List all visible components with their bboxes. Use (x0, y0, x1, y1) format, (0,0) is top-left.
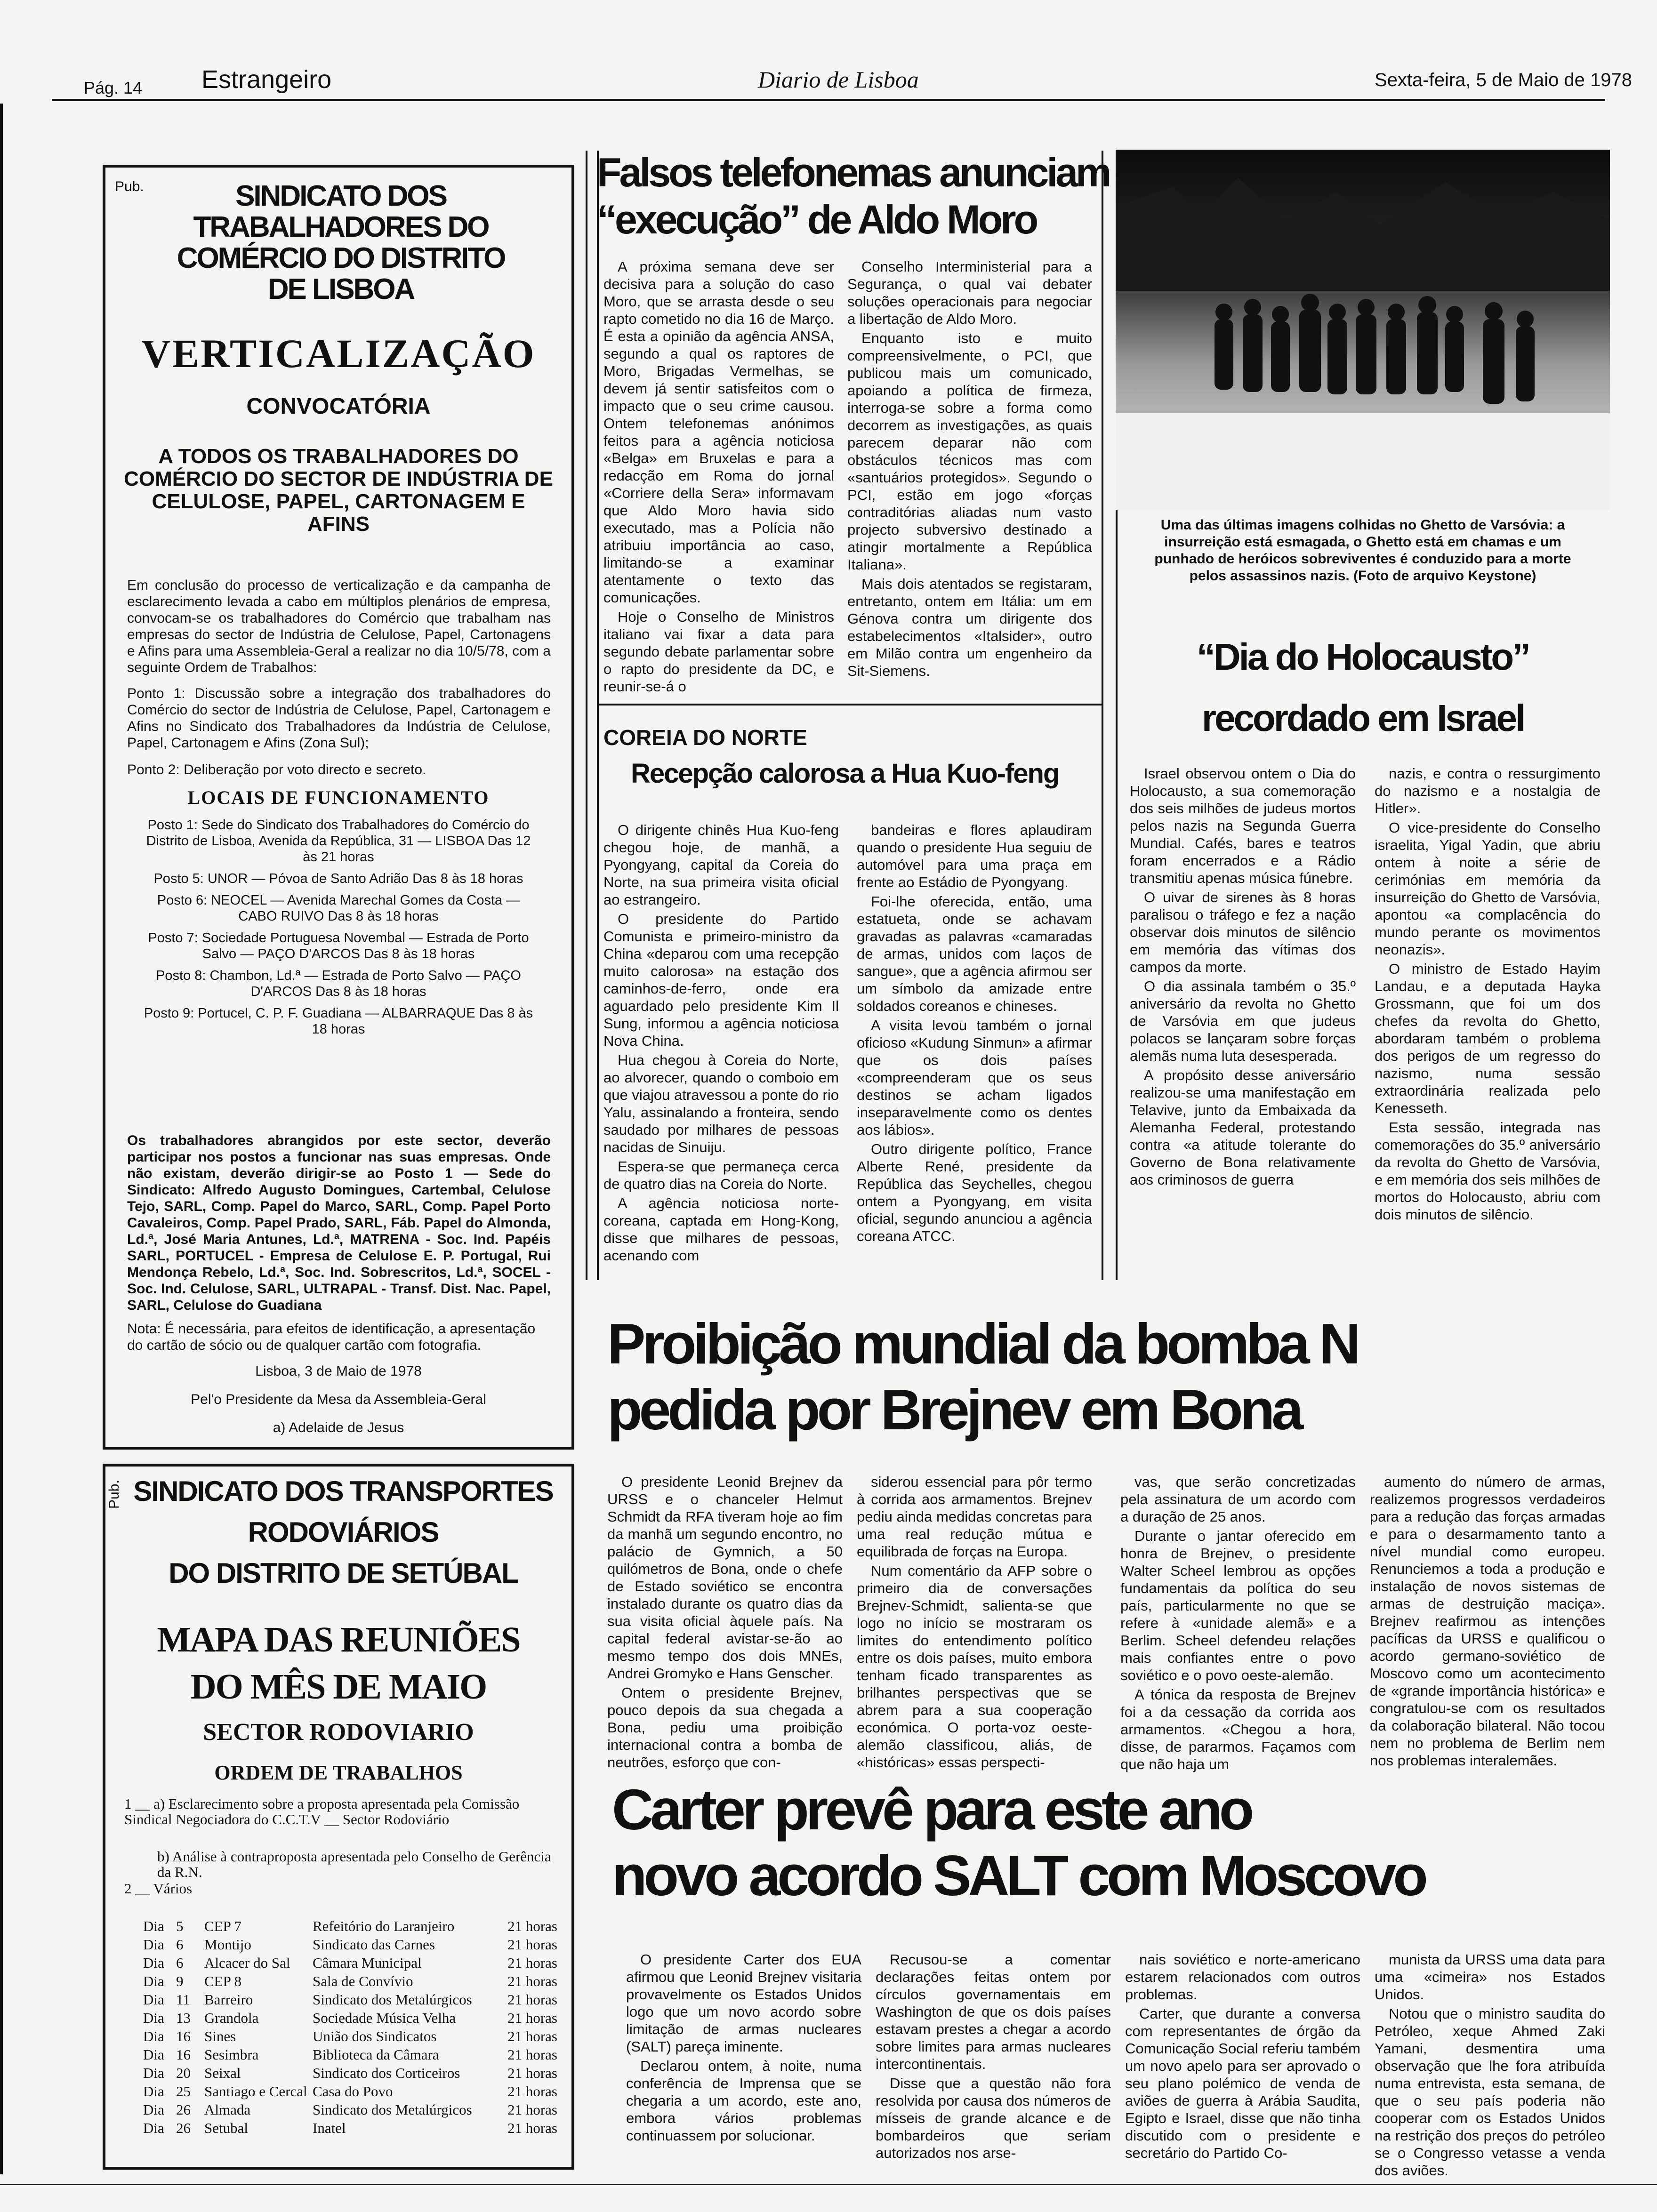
meeting-location: Alcacer do Sal (204, 1955, 290, 1971)
moro-headline-2: “execução” de Aldo Moro (597, 197, 1037, 242)
paragraph: Mais dois atentados se registaram, entretanto, ontem em Itália: um em Génova contra um dirigente dos estabelecimentos «Italsider», outro em Milão contra um engenheiro da Sit-Siemens. (847, 576, 1092, 679)
posto-item: Posto 8: Chambon, Ld.ª — Estrada de Porto Salvo — PAÇO D'ARCOS Das 8 às 18 horas (156, 968, 521, 999)
paragraph: A tónica da resposta de Brejnev foi a da cessação da corrida aos armamentos. «Chegou a hora, disse, de pararmos. Façamos com que não haja um (1120, 1686, 1356, 1772)
bomba-headline-2: pedida por Brejnev em Bona (607, 1378, 1301, 1442)
paragraph: Recusou-se a comentar declarações feitas ontem por círculos governamentais em Washington de que os dois países estavam prestes a chegar a acordo sobre limites para armas nucleares intercontinentais. (876, 1951, 1111, 2072)
meeting-day-label: Dia (143, 2120, 164, 2136)
meeting-time: 21 horas (507, 2120, 557, 2136)
paragraph: aumento do número de armas, realizemos progressos verdadeiros para a redução das forças armadas e para o desarmamento tanto a nível mundial como europeu. Renunciemos a toda a produção e instalação de novos sistemas de armas de destruição maciça». Brejnev reafirmou as intenções pacíficas da URSS e qualificou o acordo germano-soviético de Moscovo como um acontecimento de «grande importância histórica» e congratulou-se com os resultados da colaboração bilateral. Não tocou nem no problema de Berlim nem nos problemas interalemães. (1370, 1474, 1605, 1769)
bomba-col-3 (1120, 1473, 1356, 1775)
meeting-row (143, 1918, 557, 1934)
meeting-location: Setubal (204, 2120, 248, 2136)
paragraph: O dia assinala também o 35.º aniversário da revolta no Ghetto de Varsóvia em que judeus polacos se lançaram sobre forças alemãs numa luta desesperada. (1130, 978, 1356, 1064)
bomba-col-1 (607, 1473, 843, 1773)
meeting-venue: Câmara Municipal (313, 1955, 422, 1971)
meeting-day-label: Dia (143, 2065, 164, 2081)
page-number: Pág. 14 (84, 78, 143, 97)
column-rule (586, 151, 587, 1280)
paragraph: siderou essencial para pôr termo à corrida aos armamentos. Brejnev pediu ainda medidas concretas para uma real redução mútua e equilibrada de forças na Europa. (857, 1474, 1092, 1560)
paragraph: nazis, e contra o ressurgimento do nazismo e a nostalgia de Hitler». (1375, 765, 1601, 817)
column-rule (1102, 151, 1103, 1280)
ad2-item-1b: b) Análise à contraproposta apresentada pelo Conselho de Gerência da R.N. (157, 1848, 551, 1880)
meeting-day-label: Dia (143, 1955, 164, 1971)
meeting-day: 16 (176, 2028, 191, 2044)
pub-label: Pub. (106, 1480, 122, 1509)
moro-headline-1: Falsos telefonemas anunciam (597, 150, 1110, 195)
issue-date: Sexta-feira, 5 de Maio de 1978 (1375, 70, 1633, 90)
paragraph: Foi-lhe oferecida, então, uma estatueta, onde se achavam gravadas as palavras «camaradas de armas, unidos com laços de sangue», que a agência afirmou ser um símbolo da amizade entre soldados coreanos e chineses. (857, 893, 1092, 1014)
ad2-ordem: ORDEM DE TRABALHOS (214, 1761, 463, 1784)
coreia-col-1 (603, 821, 839, 1266)
holocausto-headline-2: recordado em Israel (1201, 697, 1524, 739)
meeting-time: 21 horas (507, 2028, 557, 2044)
meeting-time: 21 horas (507, 1955, 557, 1971)
paragraph: Durante o jantar oferecido em honra de Brejnev, o presidente Walter Scheel lembrou as opções fundamentais da política do seu país, particularmente no que se refere à «unidade alemã» e a Berlim. Scheel defendeu relações mais confiantes entre o povo soviético e o povo oeste-alemão. (1120, 1528, 1356, 1683)
meeting-venue: União dos Sindicatos (313, 2028, 437, 2044)
paragraph: nais soviético e norte-americano estarem relacionados com outros problemas. (1125, 1951, 1360, 2003)
meeting-day-label: Dia (143, 2028, 164, 2044)
meeting-day-label: Dia (143, 1918, 164, 1934)
paragraph: Ontem o presidente Brejnev, pouco depois da sua chegada a Bona, pediu uma proibição internacional contra a bomba de neutrões, esforço que con- (607, 1684, 843, 1771)
paragraph: Esta sessão, integrada nas comemorações do 35.º aniversário da revolta do Ghetto de Varsóvia, e em memória dos seis milhões de mortos do Holocausto, abriu com dois minutos de silêncio. (1375, 1119, 1601, 1223)
holocausto-headline-1: “Dia do Holocausto” (1196, 636, 1529, 678)
paragraph: Num comentário da AFP sobre o primeiro dia de conversações Brejnev-Schmidt, salienta-se que logo no início se mostraram os limites do entendimento político entre os dois países, muito embora tenham ficado transparentes as brilhantes perspectivas que se abrem para a sua cooperação económica. O porta-voz oeste-alemão classificou, aliás, de «históricas» essas perspecti- (857, 1563, 1092, 1771)
meeting-time: 21 horas (507, 1936, 557, 1953)
ad-sindicato-comercio (103, 165, 574, 1450)
paragraph: O dirigente chinês Hua Kuo-feng chegou hoje, de manhã, a Pyongyang, capital da Coreia do Norte, na sua primeira visita oficial ao estrangeiro. (603, 822, 839, 908)
meeting-day: 6 (176, 1955, 184, 1971)
meeting-venue: Sociedade Música Velha (313, 2010, 456, 2026)
meeting-location: Seixal (204, 2065, 241, 2081)
ad-ponto-1: Ponto 1: Discussão sobre a integração dos trabalhadores do Comércio do sector de Indústria de Celulose, Papel, Cartonagem e Afins no Sindicato dos Trabalhadores da Indústria de Celulose, Papel, Cartonagem e Afins (Zona Sul); (127, 686, 551, 751)
meeting-day: 5 (176, 1918, 184, 1934)
coreia-col-2 (857, 821, 1092, 1247)
paragraph: O presidente Leonid Brejnev da URSS e o chanceler Helmut Schmidt da RFA tiveram hoje ao fim da manhã um segundo encontro, no palácio de Gymnich, a 50 quilómetros de Bona, onde o chefe de Estado soviético se encontra instalado durante os quatro dias da sua visita oficial àquele país. Na capital federal avistar-se-ão ao mesmo tempo dos dois MNEs, Andrei Gromyko e Hans Genscher. (607, 1474, 843, 1682)
paragraph: Carter, que durante a conversa com representantes de órgão da Comunicação Social referiu também um novo apelo para ser aprovado o seu plano polémico de venda de aviões de guerra à Arábia Saudita, Egipto e Israel, disse que não tinha discutido com o presidente e secretário do Partido Co- (1125, 2005, 1360, 2161)
paragraph: bandeiras e flores aplaudiram quando o presidente Hua seguiu de automóvel para uma praça em frente ao Estádio de Pyongyang. (857, 822, 1092, 890)
holocausto-col-1 (1130, 765, 1356, 1190)
meeting-day-label: Dia (143, 1991, 164, 2008)
paragraph: A próxima semana deve ser decisiva para a solução do caso Moro, que se arrasta desde o seu rapto cometido no dia 16 de Março. É esta a opinião da agência ANSA, segundo a qual os raptores de Moro, Brigadas Vermelhas, se devem já sentir satisfeitos com o impacto que o seu crime causou. Ontem telefonemas anónimos feitos para a agência noticiosa «Belga» em Bruxelas e para a redacção em Roma do jornal «Corriere della Sera» informavam que Aldo Moro havia sido executado, mas a Polícia não atribuiu importância ao caso, limitando-se a examinar atentamente o texto das comunicações. (603, 258, 834, 606)
ad2-sector: SECTOR RODOVIARIO (203, 1719, 474, 1746)
meeting-time: 21 horas (507, 2101, 557, 2118)
column-rule (597, 151, 599, 1280)
bomba-headline-1: Proibição mundial da bomba N (607, 1312, 1358, 1376)
carter-col-4 (1375, 1951, 1605, 2181)
meeting-location: Santiago e Cercal (204, 2083, 307, 2100)
meeting-day: 20 (176, 2065, 191, 2081)
meeting-day-label: Dia (143, 1973, 164, 1989)
meeting-row (143, 1973, 557, 1989)
ghetto-photo-image (1116, 150, 1610, 510)
ad2-title-2: RODOVIÁRIOS (248, 1516, 439, 1548)
paragraph: vas, que serão concretizadas pela assinatura de um acordo com a duração de 25 anos. (1120, 1474, 1356, 1525)
paragraph: munista da URSS uma data para uma «cimeira» nos Estados Unidos. (1375, 1951, 1605, 2003)
ad-ponto-2: Ponto 2: Deliberação por voto directo e secreto. (127, 762, 426, 777)
paragraph: Hua chegou à Coreia do Norte, ao alvorecer, quando o comboio em que viajou atravessou a ponte do rio Yalu, assinalando a fronteira, sendo saudado por milhares de pessoas nacidas de Sinuiju. (603, 1052, 839, 1155)
posto-item: Posto 7: Sociedade Portuguesa Novembal — Estrada de Porto Salvo — PAÇO D'ARCOS Das 8 às 18 horas (148, 930, 529, 962)
meeting-venue: Inatel (313, 2120, 346, 2136)
ad-place-date: Lisboa, 3 de Maio de 1978 (255, 1363, 422, 1379)
meeting-day: 13 (176, 2010, 191, 2026)
paragraph: O presidente do Partido Comunista e primeiro-ministro da China «deparou com uma recepção muito calorosa» na estação dos caminhos-de-ferro, onde era aguardado pelo presidente Kim Il Sung, informou a agência noticiosa Nova China. (603, 911, 839, 1049)
meeting-venue: Refeitório do Laranjeiro (313, 1918, 455, 1934)
paragraph: O ministro de Estado Hayim Landau, e a deputada Hayka Grossmann, que foi um dos chefes da revolta do Ghetto, abordaram também o problema dos perigos de um regresso do nazismo, numa sessão extraordinária realizada pelo Kenesseth. (1375, 961, 1601, 1116)
paragraph: A visita levou também o jornal oficioso «Kudung Sinmun» a afirmar que os dois países «compreenderam que os seus destinos se acham ligados inseparavelmente como os dentes aos lábios». (857, 1017, 1092, 1138)
meeting-row (143, 1955, 557, 1971)
ad-workers: Os trabalhadores abrangidos por este sector, deverão participar nos postos a funcionar nas suas empresas. Onde não existam, deverão dirigir-se ao Posto 1 — Sede do Sindicato: Alfredo Augusto Domingues, Cartembal, Celulose Tejo, SARL, Comp. Papel do Marco, SARL, Comp. Papel Porto Cavaleiros, Comp. Papel Prado, SARL, Fáb. Papel do Almonda, Ld.ª, José Maria Antunes, Ld.ª, MATRENA - Soc. Ind. Papéis SARL, PORTUCEL - Empresa de Celulose E. P. Portugal, Rui Mendonça Rebelo, Ld.ª, Soc. Ind. Sobrescritos, Ld.ª, SOCEL - Soc. Ind. Celulose, SARL, ULTRAPAL - Transf. Dist. Nac. Papel, SARL, Celulose do Guadiana (127, 1133, 551, 1313)
meeting-day: 6 (176, 1936, 184, 1953)
ad-title: SINDICATO DOS TRABALHADORES DO COMÉRCIO DO DISTRITO DE LISBOA (177, 180, 505, 305)
moro-col-2 (847, 258, 1092, 681)
ad2-item-2: 2 __ Vários (124, 1880, 193, 1897)
meeting-day: 16 (176, 2046, 191, 2063)
bottom-rule (0, 2184, 1657, 2185)
posto-item: Posto 9: Portucel, C. P. F. Guadiana — ALBARRAQUE Das 8 às 18 horas (144, 1006, 533, 1037)
ad-intro: Em conclusão do processo de verticalização e da campanha de esclarecimento levada a cabo em múltiplos plenários de empresa, convocam-se os trabalhadores do Comércio que trabalham nas empresas do sector de Indústria de Celulose, Papel, Cartonagens e Afins para uma Assembleia-Geral a realizar no dia 10/5/78, com a seguinte Ordem de Trabalhos: (127, 577, 551, 675)
meeting-row (143, 2102, 557, 2117)
meeting-location: Montijo (204, 1936, 251, 1953)
ad-nota: Nota: É necessária, para efeitos de identificação, a apresentação do cartão de sócio ou de qualquer cartão com fotografia. (127, 1321, 536, 1353)
ad-locais-title: LOCAIS DE FUNCIONAMENTO (187, 787, 490, 808)
paragraph: O uivar de sirenes às 8 horas paralisou o tráfego e fez a nação observar dois minutos de silêncio em memória das vítimas dos campos da morte. (1130, 889, 1356, 975)
ad2-title-1: SINDICATO DOS TRANSPORTES (133, 1475, 553, 1507)
meeting-time: 21 horas (507, 1991, 557, 2008)
meeting-venue: Casa do Povo (313, 2083, 393, 2100)
meeting-location: CEP 7 (204, 1918, 241, 1934)
carter-headline-2: novo acordo SALT com Moscovo (612, 1843, 1425, 1907)
ad-convocatoria: CONVOCATÓRIA (246, 394, 431, 419)
meeting-day: 26 (176, 2120, 191, 2136)
meeting-row (143, 2047, 557, 2062)
paragraph: Disse que a questão não fora resolvida por causa dos números de mísseis de grande alcance e de bombardeiros que seriam autorizados nos arse- (876, 2075, 1111, 2161)
meeting-time: 21 horas (507, 2083, 557, 2100)
ad2-item-1: 1 __ a) Esclarecimento sobre a proposta apresentada pela Comissão Sindical Negociadora do C.C.T.V __ Sector Rodoviário (124, 1795, 520, 1827)
ad2-mapa-1: MAPA DAS REUNIÕES (157, 1620, 520, 1659)
ghetto-photo (1116, 150, 1610, 510)
posto-item: Posto 5: UNOR — Póvoa de Santo Adrião Das 8 às 18 horas (153, 871, 523, 886)
carter-col-1 (626, 1951, 861, 2146)
paragraph: O presidente Carter dos EUA afirmou que Leonid Brejnev visitaria provavelmente os Estados Unidos logo que um novo acordo sobre limitação de armas nucleares (SALT) pareça iminente. (626, 1951, 861, 2055)
section-title: Estrangeiro (201, 65, 332, 94)
holocausto-col-2 (1375, 765, 1601, 1225)
meeting-day: 25 (176, 2083, 191, 2100)
ad-sindicato-transportes (103, 1464, 574, 2170)
paragraph: Outro dirigente político, France Alberte René, presidente da República das Seychelles, chegou ontem a Pyongyang, em visita oficial, segundo anunciou a agência coreana ATCC. (857, 1141, 1092, 1244)
meeting-day: 11 (176, 1991, 190, 2008)
meeting-day-label: Dia (143, 2083, 164, 2100)
meeting-time: 21 horas (507, 2065, 557, 2081)
ad2-mapa-2: DO MÊS DE MAIO (190, 1667, 487, 1707)
meeting-venue: Biblioteca da Câmara (313, 2046, 439, 2063)
meeting-time: 21 horas (507, 2046, 557, 2063)
paragraph: Espera-se que permaneça cerca de quatro dias na Coreia do Norte. (603, 1158, 839, 1192)
meeting-venue: Sindicato dos Metalúrgicos (313, 2101, 472, 2118)
carter-col-2 (876, 1951, 1111, 2164)
left-margin-rule (0, 104, 3, 2174)
ad2-title-3: DO DISTRITO DE SETÚBAL (169, 1557, 518, 1589)
section-rule (599, 704, 1102, 705)
ad-signed-by: Pel'o Presidente da Mesa da Assembleia-Geral (191, 1392, 486, 1407)
bomba-col-4 (1370, 1473, 1605, 1771)
posto-item: Posto 6: NEOCEL — Avenida Marechal Gomes da Costa — CABO RUIVO Das 8 às 18 horas (157, 893, 520, 924)
ad-postos-list (143, 817, 534, 1043)
meeting-day: 26 (176, 2101, 191, 2118)
ad-banner: VERTICALIZAÇÃO (141, 331, 536, 376)
meeting-day-label: Dia (143, 1936, 164, 1953)
meeting-venue: Sindicato das Carnes (313, 1936, 435, 1953)
paragraph: O vice-presidente do Conselho israelita, Yigal Yadin, que abriu ontem à noite a série de cerimónias em memória da insurreição do Ghetto de Varsóvia, apontou «a complacência do mundo perante os movimentos neonazis». (1375, 819, 1601, 958)
paragraph: Declarou ontem, à noite, numa conferência de Imprensa que se chegaria a um acordo, este ano, embora vários problemas continuassem por solucionar. (626, 2058, 861, 2144)
meeting-row (143, 2010, 557, 2026)
meeting-location: CEP 8 (204, 1973, 241, 1989)
ad-signature: a) Adelaide de Jesus (273, 1420, 404, 1435)
moro-col-1 (603, 258, 834, 697)
meeting-location: Sines (204, 2028, 236, 2044)
paragraph: Conselho Interministerial para a Segurança, o qual vai debater soluções operacionais para negociar a libertação de Aldo Moro. (847, 258, 1092, 327)
meeting-time: 21 horas (507, 2010, 557, 2026)
paragraph: Enquanto isto e muito compreensivelmente, o PCI, que publicou mais um comunicado, apoiando a política de firmeza, interroga-se sobre a forma como decorrem as investigações, as quais parecem deparar não com obstáculos técnicos mas com «santuários protegidos». Segundo o PCI, estão em jogo «forças contraditórias aliadas num vasto projecto subversivo destinado a atingir mortalmente a República Italiana». (847, 330, 1092, 573)
bomba-col-2 (857, 1473, 1092, 1773)
meeting-location: Grandola (204, 2010, 259, 2026)
meeting-row (143, 2028, 557, 2044)
paragraph: A propósito desse aniversário realizou-se uma manifestação em Telavive, junto da Embaixada da Alemanha Federal, protestando contra «a atitude tolerante do Governo de Bona relativamente aos criminosos de guerra (1130, 1067, 1356, 1188)
header-rule (52, 99, 1605, 101)
paragraph: Israel observou ontem o Dia do Holocausto, a sua comemoração dos seis milhões de judeus mortos pelos nazis na Segunda Guerra Mundial. Cafés, bares e teatros foram encerrados e a Rádio transmitiu apenas música fúnebre. (1130, 765, 1356, 886)
meeting-time: 21 horas (507, 1918, 557, 1934)
meeting-row (143, 1937, 557, 1952)
meeting-location: Sesimbra (204, 2046, 259, 2063)
posto-item: Posto 1: Sede do Sindicato dos Trabalhadores do Comércio do Distrito de Lisboa, Avenida da República, 31 — LISBOA Das 12 às 21 horas (146, 817, 531, 865)
pub-label: Pub. (115, 179, 144, 194)
meeting-venue: Sala de Convívio (313, 1973, 413, 1989)
photo-caption: Uma das últimas imagens colhidas no Ghetto de Varsóvia: a insurreição está esmagada, o Ghetto está em chamas e um punhado de heróicos sobreviventes é conduzido para a morte pelos assassinos nazis. (Foto de arquivo Keystone) (1154, 517, 1571, 584)
meeting-day-label: Dia (143, 2010, 164, 2026)
meeting-row (143, 2065, 557, 2081)
carter-col-3 (1125, 1951, 1360, 2164)
carter-headline-1: Carter prevê para este ano (612, 1778, 1251, 1842)
meeting-day-label: Dia (143, 2046, 164, 2063)
meeting-location: Barreiro (204, 1991, 253, 2008)
meeting-location: Almada (204, 2101, 251, 2118)
meeting-day: 9 (176, 1973, 184, 1989)
meeting-row (143, 2084, 557, 2099)
paragraph: Notou que o ministro saudita do Petróleo, xeque Ahmed Zaki Yamani, desmentira uma observação que lhe fora atribuída numa entrevista, esta semana, de que o seu país poderia não cooperar com os Estados Unidos na restrição dos preços do petróleo se o Congresso vetasse a venda dos aviões. (1375, 2005, 1605, 2179)
coreia-headline: Recepção calorosa a Hua Kuo-feng (631, 758, 1059, 789)
meeting-row (143, 1992, 557, 2007)
meeting-table (143, 1918, 557, 2139)
paragraph: A agência noticiosa norte-coreana, captada em Hong-Kong, disse que milhares de pessoas, acenando com (603, 1195, 839, 1264)
meeting-row (143, 2120, 557, 2136)
meeting-time: 21 horas (507, 1973, 557, 1989)
paragraph: Hoje o Conselho de Ministros italiano vai fixar a data para segundo debate parlamentar sobre o rapto do presidente da DC, e reunir-se-á o (603, 609, 834, 695)
meeting-day-label: Dia (143, 2101, 164, 2118)
coreia-kicker: COREIA DO NORTE (603, 725, 807, 750)
masthead: Diario de Lisboa (758, 66, 919, 93)
meeting-venue: Sindicato dos Metalúrgicos (313, 1991, 472, 2008)
ad-to-all: A TODOS OS TRABALHADORES DO COMÉRCIO DO SECTOR DE INDÚSTRIA DE CELULOSE, PAPEL, CARTONAGEM E AFINS (124, 445, 553, 536)
meeting-venue: Sindicato dos Corticeiros (313, 2065, 460, 2081)
